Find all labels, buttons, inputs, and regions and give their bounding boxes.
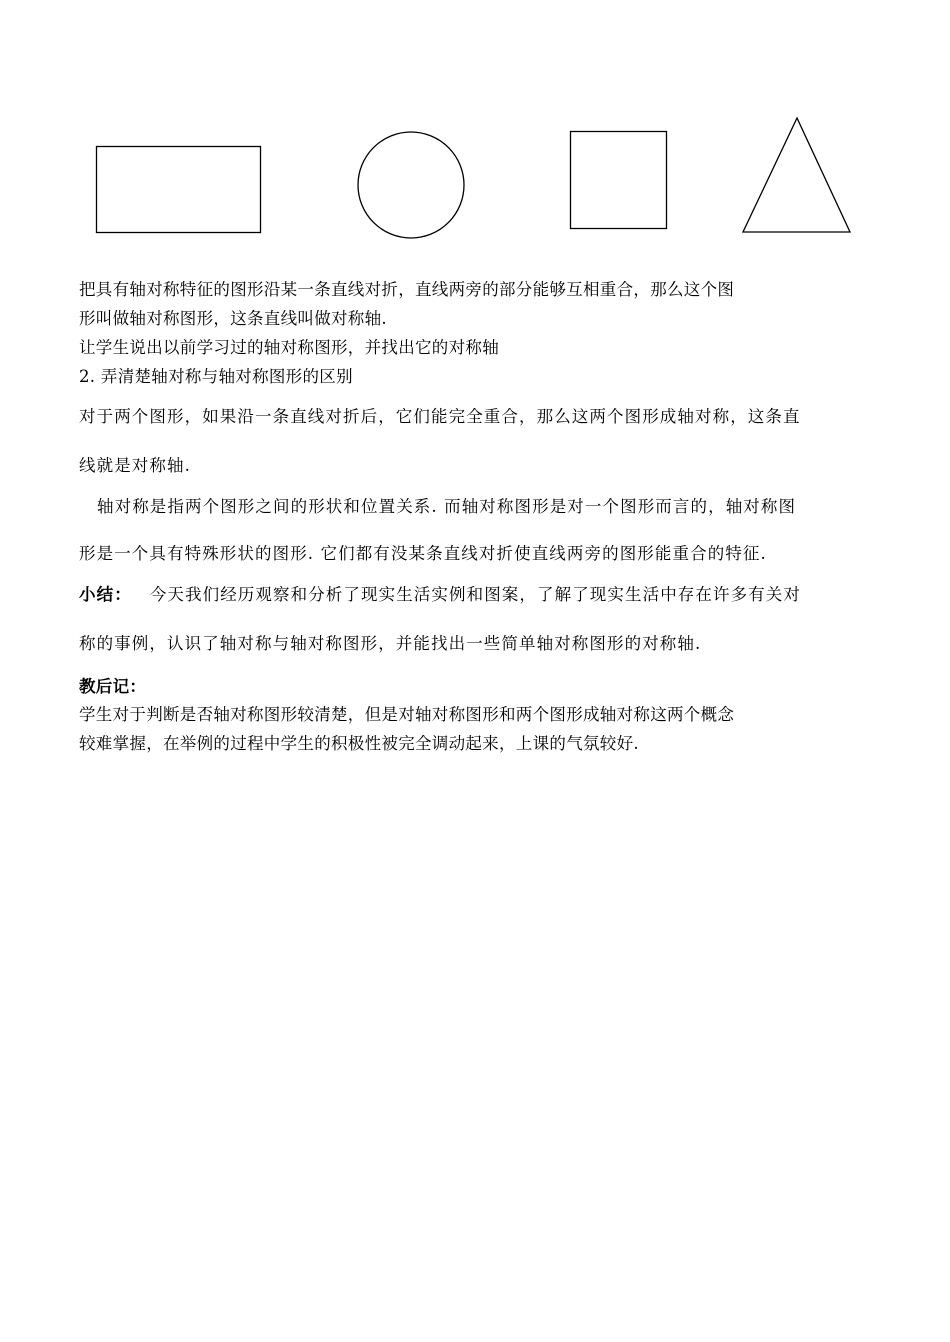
summary-line-2: 称的事例，认识了轴对称与轴对称图形，并能找出一些简单轴对称图形的对称轴.	[79, 634, 702, 653]
square-shape	[571, 132, 667, 229]
difference-line-1: 轴对称是指两个图形之间的形状和位置关系. 而轴对称图形是对一个图形而言的，轴对称图	[97, 497, 797, 516]
symmetric-shapes-figure	[0, 0, 950, 260]
definition-line-1: 把具有轴对称特征的图形沿某一条直线对折，直线两旁的部分能够互相重合，那么这个图	[79, 280, 735, 299]
summary-label: 小结：	[79, 585, 132, 604]
reflection-line-1: 学生对于判断是否轴对称图形较清楚，但是对轴对称图形和两个图形成轴对称这两个概念	[79, 705, 735, 724]
activity-text: 让学生说出以前学习过的轴对称图形，并找出它的对称轴	[79, 338, 499, 357]
circle-shape	[358, 132, 464, 238]
summary-text-1: 今天我们经历观察和分析了现实生活实例和图案，了解了现实生活中存在许多有关对	[149, 585, 802, 604]
section-2-heading: 2. 弄清楚轴对称与轴对称图形的区别	[79, 367, 353, 386]
axis-symmetry-line-2: 线就是对称轴.	[79, 456, 191, 475]
axis-symmetry-line-1: 对于两个图形，如果沿一条直线对折后，它们能完全重合，那么这两个图形成轴对称，这条直	[79, 407, 801, 426]
difference-line-2: 形是一个具有特殊形状的图形. 它们都有没某条直线对折使直线两旁的图形能重合的特征.	[79, 544, 767, 563]
definition-line-2: 形叫做轴对称图形，这条直线叫做对称轴.	[79, 309, 387, 328]
summary-line-1	[79, 584, 801, 606]
reflection-line-2: 较难掌握，在举例的过程中学生的积极性被完全调动起来，上课的气氛较好.	[79, 734, 639, 753]
triangle-shape	[743, 118, 850, 232]
shapes-svg	[0, 0, 950, 260]
rectangle-shape	[97, 147, 261, 233]
reflection-heading: 教后记：	[79, 677, 147, 696]
